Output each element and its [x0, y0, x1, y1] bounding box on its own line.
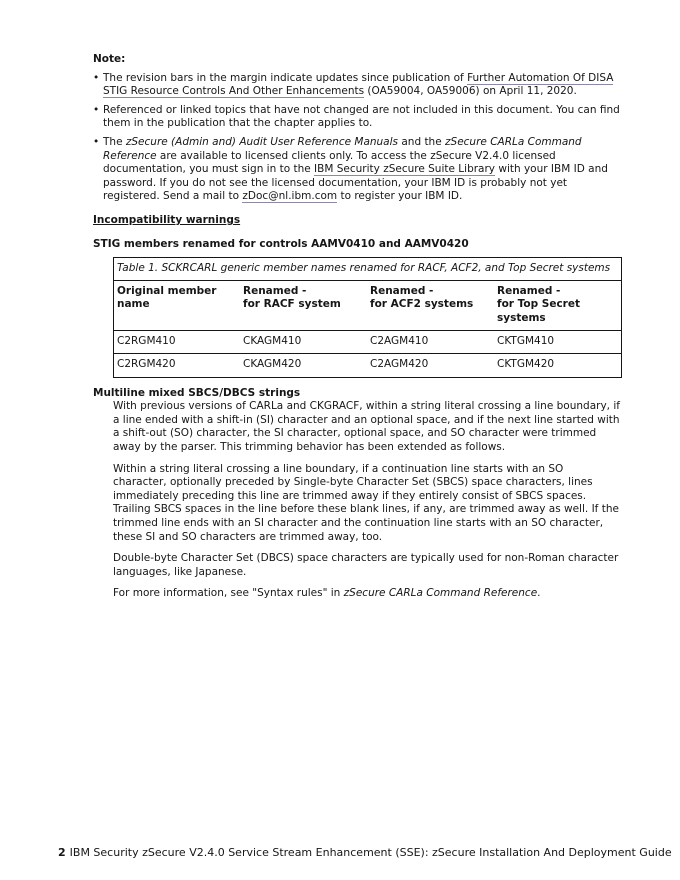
note-list [93, 72, 620, 204]
paragraph: For more information, see "Syntax rules" in zSecure CARLa Command Reference. [113, 587, 541, 600]
member-rename-table [113, 257, 622, 378]
multiline-heading: Multiline mixed SBCS/DBCS strings [93, 386, 301, 399]
document-body [93, 53, 620, 609]
note-item-revision-bars [93, 72, 620, 99]
table-cell: C2RGM410 [117, 334, 176, 347]
column-header-acf2: Renamed - for ACF2 systems [370, 284, 474, 311]
table-row [114, 354, 621, 377]
column-header-racf: Renamed - for RACF system [243, 284, 341, 311]
paragraph: Within a string literal crossing a line boundary, if a continuation line starts with an SO character, optionally preceded by Single-byte Character Set (SBCS) space characters, lines immediately preceding this line are trimmed away if they entirely consist of SBCS spaces. Trailing SBCS spaces in the line before these blank lines, if any, are trimmed away as well. If the trimmed line ends with an SI character and the continuation line starts with an SO character, these SI and SO characters are trimmed away, too. [113, 462, 619, 543]
table-header-row [114, 280, 621, 330]
stig-members-heading: STIG members renamed for controls AAMV0410 and AAMV0420 [93, 237, 469, 250]
table-cell: CKAGM410 [243, 334, 302, 347]
note-text: to register your IBM ID. [337, 190, 463, 203]
column-header-top-secret: Renamed - for Top Secret systems [497, 284, 580, 324]
note-text: (OA59004, OA59006) on April 11, 2020. [364, 85, 577, 98]
note-text: are available to licensed clients only. To access the zSecure V2.4.0 licensed documentation, you must sign in to the [103, 149, 556, 176]
zsecure-library-link[interactable]: IBM Security zSecure Suite Library [314, 163, 496, 176]
table-cell: CKTGM410 [497, 334, 555, 347]
zdoc-email-link[interactable]: zDoc@nl.ibm.com [242, 190, 338, 203]
note-item-licensed-docs [93, 136, 620, 204]
table-caption: Table 1. SCKRCARL generic member names renamed for RACF, ACF2, and Top Secret systems [117, 262, 611, 275]
audit-manual-title: zSecure (Admin and) Audit User Reference Manuals [125, 135, 399, 148]
note-text: and the [398, 135, 446, 148]
note-text: The revision bars in the margin indicate updates since publication of [103, 71, 468, 84]
carla-reference-title: zSecure CARLa Command Reference [343, 587, 538, 600]
paragraph: With previous versions of CARLa and CKGRACF, within a string literal crossing a line boundary, if a line ended with a shift-in (SI) character and an optional space, and if the next line started with a shift-out (SO) character, the SI character, optional space, and SO character were trimmed away by the parser. This trimming behavior has been extended as follows. [113, 400, 620, 454]
page-footer [58, 846, 672, 860]
note-text: The [103, 135, 126, 148]
note-label: Note: [93, 53, 126, 65]
further-automation-link[interactable]: Further Automation Of DISA STIG Resource Controls And Other Enhancements [103, 71, 614, 98]
table-row [114, 330, 621, 354]
footer-title: IBM Security zSecure V2.4.0 Service Stream Enhancement (SSE): zSecure Installation And Deployment Guide [69, 846, 672, 859]
incompatibility-heading: Incompatibility warnings [93, 213, 241, 226]
table-cell: C2AGM410 [370, 334, 429, 347]
note-text: with your IBM ID and password. If you do not see the licensed documentation, your IBM ID is probably not yet registered. Send a mail to [103, 163, 608, 203]
multiline-body [113, 400, 620, 601]
table-cell: C2AGM420 [370, 358, 429, 371]
page-number: 2 [58, 846, 66, 859]
column-header-original: Original member name [117, 284, 217, 311]
rename-table [114, 280, 621, 377]
table-cell: CKAGM420 [243, 358, 302, 371]
carla-reference-title: zSecure CARLa Command Reference [103, 135, 582, 162]
table-cell: CKTGM420 [497, 358, 555, 371]
note-item-referenced-topics: • Referenced or linked topics that have not changed are not included in this document. You can find them in the publication that the chapter applies to. [93, 104, 620, 131]
paragraph: Double-byte Character Set (DBCS) space characters are typically used for non-Roman character languages, like Japanese. [113, 552, 619, 578]
table-cell: C2RGM420 [117, 358, 176, 371]
